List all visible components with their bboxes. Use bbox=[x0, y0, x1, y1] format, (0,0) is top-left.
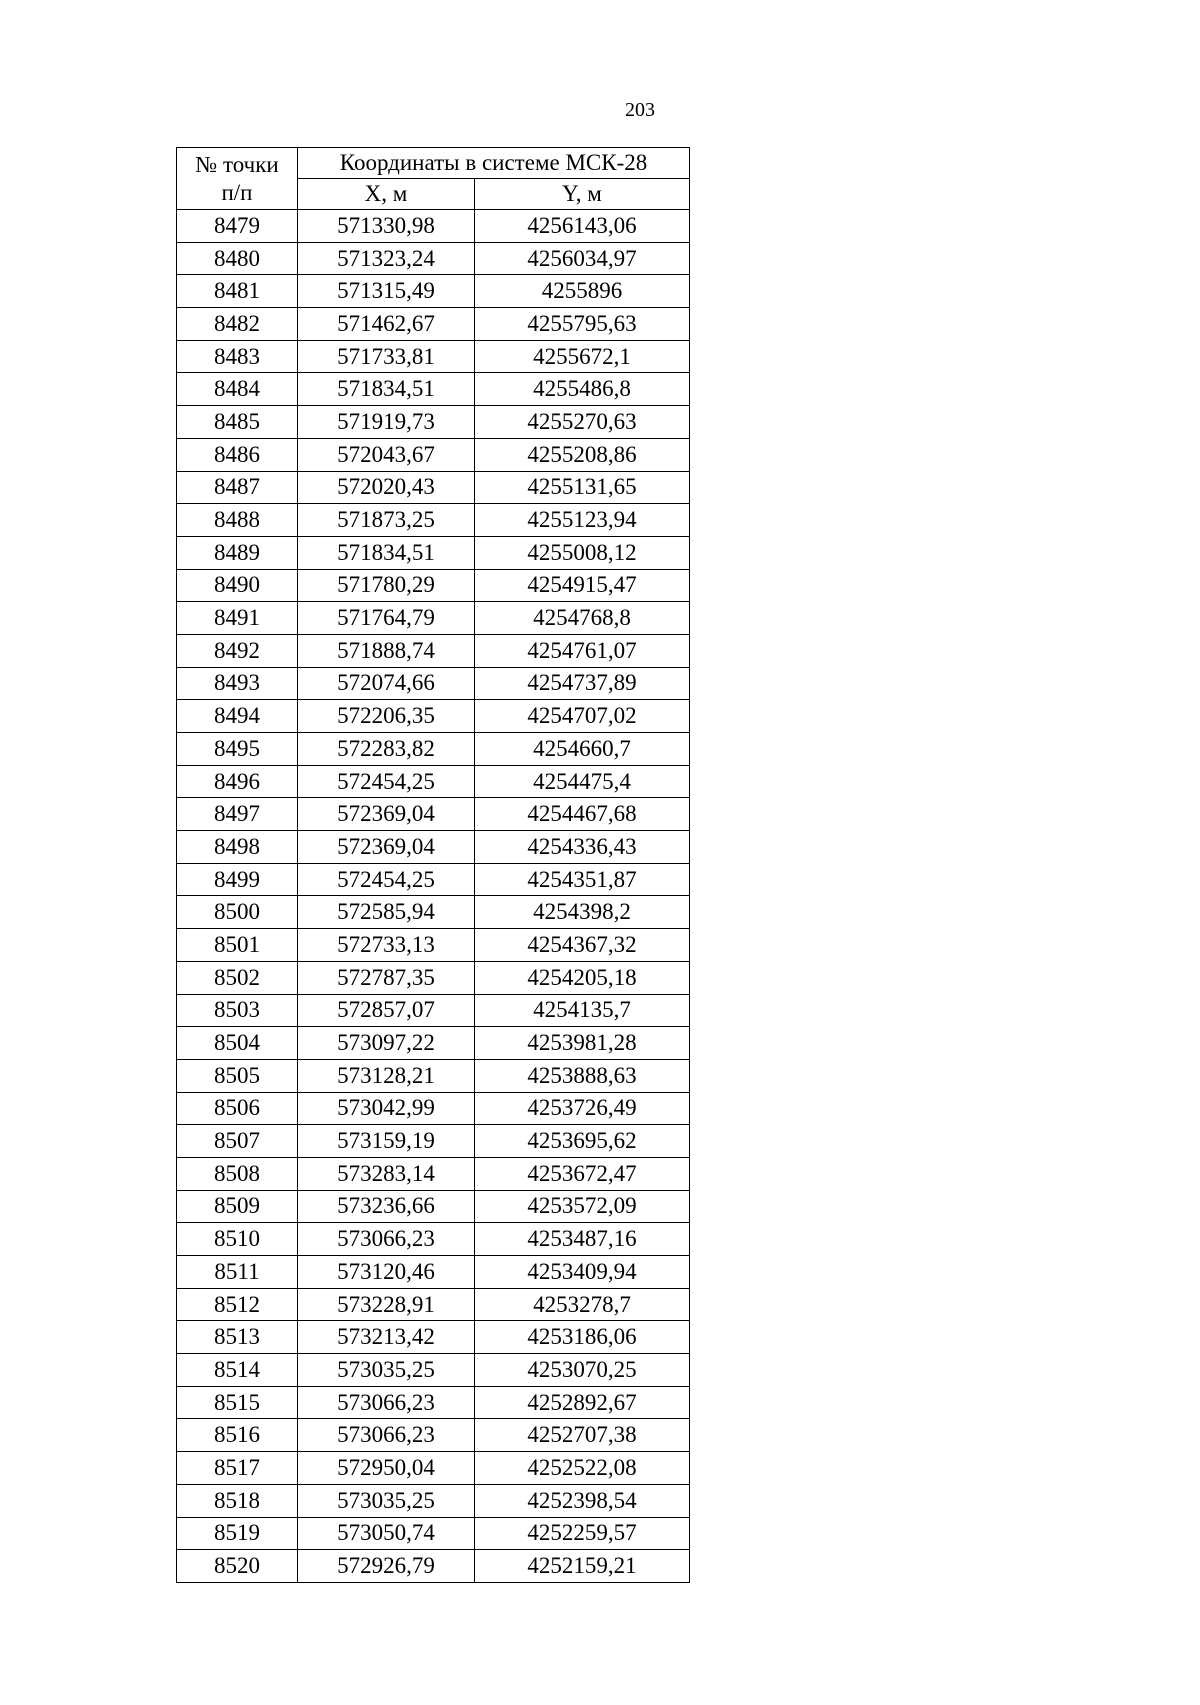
point-number-cell: 8510 bbox=[177, 1223, 298, 1256]
table-row bbox=[177, 1092, 690, 1125]
point-number-cell: 8519 bbox=[177, 1517, 298, 1550]
y-coordinate-cell: 4254915,47 bbox=[475, 569, 690, 602]
y-coordinate-cell: 4255008,12 bbox=[475, 536, 690, 569]
y-coordinate-cell: 4254367,32 bbox=[475, 929, 690, 962]
point-number-cell: 8480 bbox=[177, 242, 298, 275]
point-number-cell: 8486 bbox=[177, 438, 298, 471]
point-number-cell: 8497 bbox=[177, 798, 298, 831]
y-coordinate-cell: 4254660,7 bbox=[475, 733, 690, 766]
x-coordinate-cell: 572369,04 bbox=[298, 831, 475, 864]
y-coordinate-cell: 4254475,4 bbox=[475, 765, 690, 798]
table-row bbox=[177, 1550, 690, 1583]
y-coordinate-cell: 4253409,94 bbox=[475, 1256, 690, 1289]
y-coordinate-cell: 4254761,07 bbox=[475, 634, 690, 667]
x-coordinate-cell: 571462,67 bbox=[298, 308, 475, 341]
x-coordinate-cell: 573035,25 bbox=[298, 1354, 475, 1387]
y-coordinate-cell: 4252892,67 bbox=[475, 1386, 690, 1419]
point-number-cell: 8500 bbox=[177, 896, 298, 929]
table-row bbox=[177, 798, 690, 831]
x-coordinate-cell: 571764,79 bbox=[298, 602, 475, 635]
table-row bbox=[177, 1288, 690, 1321]
table-row bbox=[177, 602, 690, 635]
x-coordinate-cell: 573066,23 bbox=[298, 1386, 475, 1419]
x-coordinate-cell: 573128,21 bbox=[298, 1059, 475, 1092]
table-row bbox=[177, 1125, 690, 1158]
x-coordinate-cell: 571834,51 bbox=[298, 373, 475, 406]
point-number-cell: 8498 bbox=[177, 831, 298, 864]
table-body bbox=[177, 210, 690, 1583]
table-row bbox=[177, 406, 690, 439]
x-coordinate-cell: 571780,29 bbox=[298, 569, 475, 602]
table-row bbox=[177, 733, 690, 766]
table-row bbox=[177, 1452, 690, 1485]
x-coordinate-cell: 572454,25 bbox=[298, 863, 475, 896]
table-row bbox=[177, 863, 690, 896]
table-row bbox=[177, 1484, 690, 1517]
point-number-cell: 8483 bbox=[177, 340, 298, 373]
x-coordinate-cell: 572283,82 bbox=[298, 733, 475, 766]
y-coordinate-cell: 4254398,2 bbox=[475, 896, 690, 929]
y-coordinate-cell: 4254336,43 bbox=[475, 831, 690, 864]
y-column-header: Y, м bbox=[475, 179, 690, 210]
table-row bbox=[177, 340, 690, 373]
point-number-cell: 8517 bbox=[177, 1452, 298, 1485]
table-row bbox=[177, 1419, 690, 1452]
point-number-cell: 8491 bbox=[177, 602, 298, 635]
y-coordinate-cell: 4252259,57 bbox=[475, 1517, 690, 1550]
point-number-cell: 8487 bbox=[177, 471, 298, 504]
point-number-cell: 8514 bbox=[177, 1354, 298, 1387]
table-row bbox=[177, 1190, 690, 1223]
y-coordinate-cell: 4255672,1 bbox=[475, 340, 690, 373]
y-coordinate-cell: 4252522,08 bbox=[475, 1452, 690, 1485]
x-coordinate-cell: 572950,04 bbox=[298, 1452, 475, 1485]
table-row bbox=[177, 210, 690, 243]
table-row bbox=[177, 569, 690, 602]
y-coordinate-cell: 4253278,7 bbox=[475, 1288, 690, 1321]
point-number-cell: 8499 bbox=[177, 863, 298, 896]
y-coordinate-cell: 4253487,16 bbox=[475, 1223, 690, 1256]
point-number-cell: 8484 bbox=[177, 373, 298, 406]
point-number-cell: 8495 bbox=[177, 733, 298, 766]
page-number: 203 bbox=[625, 99, 655, 121]
x-coordinate-cell: 572857,07 bbox=[298, 994, 475, 1027]
y-coordinate-cell: 4256143,06 bbox=[475, 210, 690, 243]
x-coordinate-cell: 572206,35 bbox=[298, 700, 475, 733]
point-number-sublabel: п/п bbox=[221, 179, 253, 205]
table-row bbox=[177, 896, 690, 929]
x-coordinate-cell: 571733,81 bbox=[298, 340, 475, 373]
x-coordinate-cell: 572454,25 bbox=[298, 765, 475, 798]
table-row bbox=[177, 242, 690, 275]
table-row bbox=[177, 1321, 690, 1354]
table-row bbox=[177, 667, 690, 700]
x-coordinate-cell: 571330,98 bbox=[298, 210, 475, 243]
y-coordinate-cell: 4252707,38 bbox=[475, 1419, 690, 1452]
point-number-cell: 8507 bbox=[177, 1125, 298, 1158]
point-number-cell: 8490 bbox=[177, 569, 298, 602]
y-coordinate-cell: 4254135,7 bbox=[475, 994, 690, 1027]
x-coordinate-cell: 573228,91 bbox=[298, 1288, 475, 1321]
y-coordinate-cell: 4255270,63 bbox=[475, 406, 690, 439]
point-number-cell: 8513 bbox=[177, 1321, 298, 1354]
y-coordinate-cell: 4254467,68 bbox=[475, 798, 690, 831]
y-coordinate-cell: 4254351,87 bbox=[475, 863, 690, 896]
table-row bbox=[177, 1223, 690, 1256]
x-coordinate-cell: 572585,94 bbox=[298, 896, 475, 929]
point-number-cell: 8508 bbox=[177, 1157, 298, 1190]
x-coordinate-cell: 573236,66 bbox=[298, 1190, 475, 1223]
y-coordinate-cell: 4253672,47 bbox=[475, 1157, 690, 1190]
point-number-cell: 8489 bbox=[177, 536, 298, 569]
table-row bbox=[177, 1517, 690, 1550]
x-coordinate-cell: 573120,46 bbox=[298, 1256, 475, 1289]
y-coordinate-cell: 4253070,25 bbox=[475, 1354, 690, 1387]
table-row bbox=[177, 373, 690, 406]
table-row bbox=[177, 929, 690, 962]
x-coordinate-cell: 572926,79 bbox=[298, 1550, 475, 1583]
point-number-cell: 8520 bbox=[177, 1550, 298, 1583]
table-row bbox=[177, 831, 690, 864]
point-number-cell: 8494 bbox=[177, 700, 298, 733]
y-coordinate-cell: 4255896 bbox=[475, 275, 690, 308]
table-row bbox=[177, 1386, 690, 1419]
x-coordinate-cell: 571315,49 bbox=[298, 275, 475, 308]
point-number-label: № точки bbox=[195, 151, 279, 177]
table-row bbox=[177, 1027, 690, 1060]
point-number-cell: 8505 bbox=[177, 1059, 298, 1092]
x-coordinate-cell: 573050,74 bbox=[298, 1517, 475, 1550]
point-number-cell: 8515 bbox=[177, 1386, 298, 1419]
x-coordinate-cell: 571323,24 bbox=[298, 242, 475, 275]
x-column-header: X, м bbox=[298, 179, 475, 210]
point-number-header bbox=[177, 148, 298, 210]
point-number-cell: 8512 bbox=[177, 1288, 298, 1321]
coordinates-table bbox=[176, 147, 690, 1583]
table-row bbox=[177, 471, 690, 504]
y-coordinate-cell: 4253726,49 bbox=[475, 1092, 690, 1125]
table-row bbox=[177, 1059, 690, 1092]
x-coordinate-cell: 573042,99 bbox=[298, 1092, 475, 1125]
point-number-cell: 8485 bbox=[177, 406, 298, 439]
y-coordinate-cell: 4255123,94 bbox=[475, 504, 690, 537]
table-row bbox=[177, 1354, 690, 1387]
x-coordinate-cell: 571834,51 bbox=[298, 536, 475, 569]
y-coordinate-cell: 4254205,18 bbox=[475, 961, 690, 994]
x-coordinate-cell: 572787,35 bbox=[298, 961, 475, 994]
table-row bbox=[177, 438, 690, 471]
point-number-cell: 8511 bbox=[177, 1256, 298, 1289]
y-coordinate-cell: 4252159,21 bbox=[475, 1550, 690, 1583]
point-number-cell: 8488 bbox=[177, 504, 298, 537]
x-coordinate-cell: 573066,23 bbox=[298, 1223, 475, 1256]
y-coordinate-cell: 4253572,09 bbox=[475, 1190, 690, 1223]
x-coordinate-cell: 573035,25 bbox=[298, 1484, 475, 1517]
x-coordinate-cell: 571919,73 bbox=[298, 406, 475, 439]
x-coordinate-cell: 572369,04 bbox=[298, 798, 475, 831]
x-coordinate-cell: 573159,19 bbox=[298, 1125, 475, 1158]
y-coordinate-cell: 4254737,89 bbox=[475, 667, 690, 700]
x-coordinate-cell: 571888,74 bbox=[298, 634, 475, 667]
point-number-cell: 8481 bbox=[177, 275, 298, 308]
point-number-cell: 8518 bbox=[177, 1484, 298, 1517]
x-coordinate-cell: 572020,43 bbox=[298, 471, 475, 504]
y-coordinate-cell: 4254707,02 bbox=[475, 700, 690, 733]
table-row bbox=[177, 308, 690, 341]
y-coordinate-cell: 4255795,63 bbox=[475, 308, 690, 341]
y-coordinate-cell: 4253186,06 bbox=[475, 1321, 690, 1354]
table-row bbox=[177, 1157, 690, 1190]
table-row bbox=[177, 700, 690, 733]
x-coordinate-cell: 571873,25 bbox=[298, 504, 475, 537]
x-coordinate-cell: 572733,13 bbox=[298, 929, 475, 962]
y-coordinate-cell: 4253981,28 bbox=[475, 1027, 690, 1060]
point-number-cell: 8496 bbox=[177, 765, 298, 798]
table-row bbox=[177, 275, 690, 308]
coordinates-header: Координаты в системе МСК-28 bbox=[298, 148, 690, 179]
point-number-cell: 8493 bbox=[177, 667, 298, 700]
point-number-cell: 8492 bbox=[177, 634, 298, 667]
header-row-top bbox=[177, 148, 690, 179]
x-coordinate-cell: 572043,67 bbox=[298, 438, 475, 471]
y-coordinate-cell: 4252398,54 bbox=[475, 1484, 690, 1517]
x-coordinate-cell: 573097,22 bbox=[298, 1027, 475, 1060]
table-header bbox=[177, 148, 690, 210]
table-row bbox=[177, 961, 690, 994]
y-coordinate-cell: 4255131,65 bbox=[475, 471, 690, 504]
y-coordinate-cell: 4256034,97 bbox=[475, 242, 690, 275]
y-coordinate-cell: 4255486,8 bbox=[475, 373, 690, 406]
point-number-cell: 8516 bbox=[177, 1419, 298, 1452]
point-number-cell: 8479 bbox=[177, 210, 298, 243]
table-row bbox=[177, 1256, 690, 1289]
x-coordinate-cell: 572074,66 bbox=[298, 667, 475, 700]
x-coordinate-cell: 573213,42 bbox=[298, 1321, 475, 1354]
point-number-cell: 8504 bbox=[177, 1027, 298, 1060]
table-row bbox=[177, 765, 690, 798]
x-coordinate-cell: 573066,23 bbox=[298, 1419, 475, 1452]
y-coordinate-cell: 4254768,8 bbox=[475, 602, 690, 635]
y-coordinate-cell: 4255208,86 bbox=[475, 438, 690, 471]
y-coordinate-cell: 4253695,62 bbox=[475, 1125, 690, 1158]
point-number-cell: 8482 bbox=[177, 308, 298, 341]
point-number-cell: 8502 bbox=[177, 961, 298, 994]
table-row bbox=[177, 634, 690, 667]
table-row bbox=[177, 994, 690, 1027]
table-row bbox=[177, 504, 690, 537]
point-number-cell: 8501 bbox=[177, 929, 298, 962]
table-row bbox=[177, 536, 690, 569]
point-number-cell: 8503 bbox=[177, 994, 298, 1027]
x-coordinate-cell: 573283,14 bbox=[298, 1157, 475, 1190]
point-number-cell: 8509 bbox=[177, 1190, 298, 1223]
y-coordinate-cell: 4253888,63 bbox=[475, 1059, 690, 1092]
point-number-cell: 8506 bbox=[177, 1092, 298, 1125]
